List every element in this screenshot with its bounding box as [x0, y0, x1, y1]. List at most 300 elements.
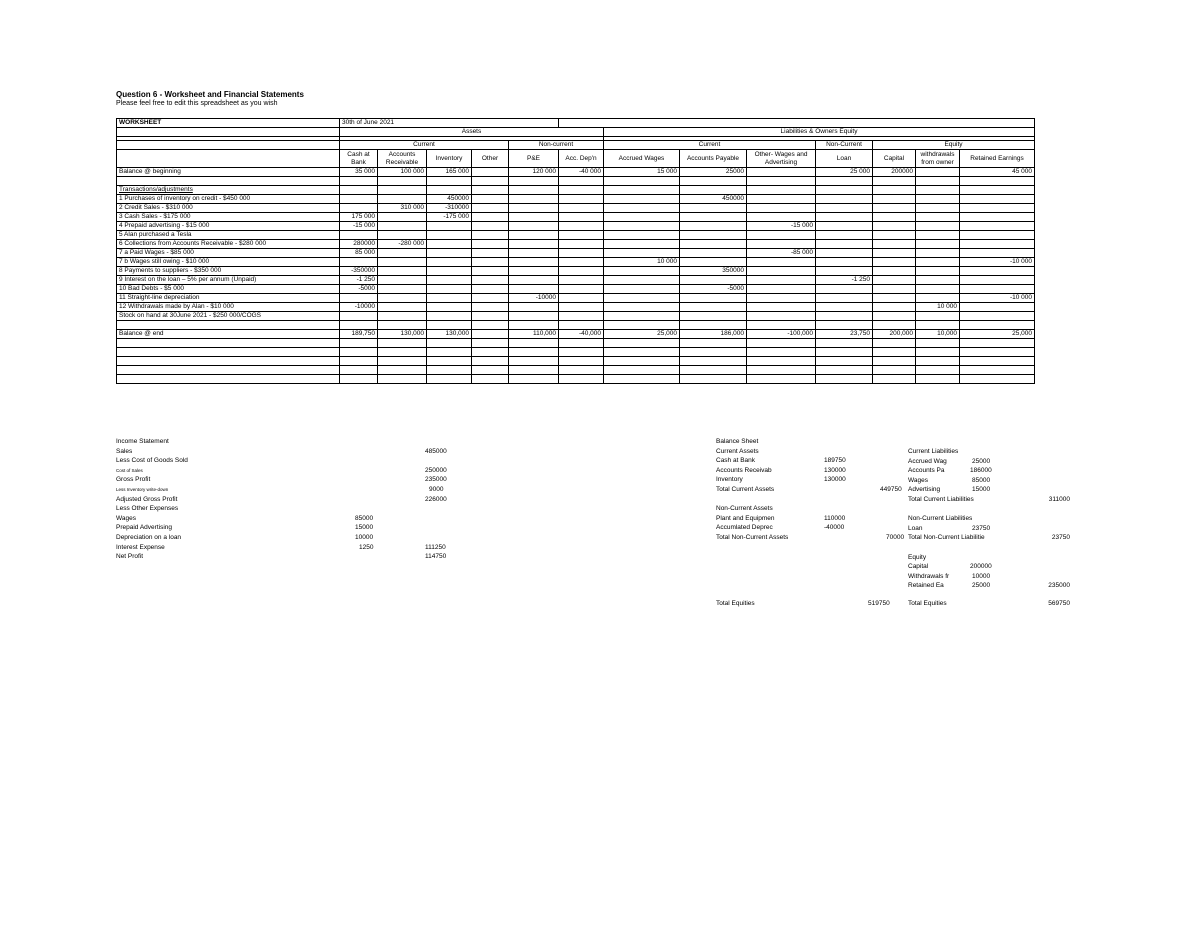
cell — [559, 195, 604, 204]
cell — [816, 258, 873, 267]
cell — [916, 204, 960, 213]
cell: -40 000 — [559, 168, 604, 177]
cell — [427, 357, 472, 366]
cell — [472, 321, 509, 330]
total-equities-label: Total Equities — [716, 600, 755, 607]
cell — [340, 348, 378, 357]
cell — [916, 285, 960, 294]
total-non-current-liab-value: 23750 — [1051, 534, 1070, 542]
cell — [916, 168, 960, 177]
cell — [604, 213, 680, 222]
cell — [747, 213, 816, 222]
cell — [509, 375, 559, 384]
cell — [960, 177, 1035, 186]
cell — [604, 204, 680, 213]
less-other-label: Less Other Expenses — [116, 505, 179, 513]
cell: -350000 — [340, 267, 378, 276]
cell: 350000 — [680, 267, 747, 276]
col-inventory: Inventory — [427, 150, 472, 168]
cell — [873, 258, 916, 267]
cell — [472, 222, 509, 231]
capital-label: Capital — [908, 563, 929, 571]
transaction-row — [117, 294, 1035, 303]
cell — [960, 348, 1035, 357]
cell — [472, 330, 509, 339]
total-current-liab-label: Total Current Liabilities — [908, 495, 974, 503]
blank-row — [117, 357, 1035, 366]
cell — [427, 240, 472, 249]
cell — [604, 375, 680, 384]
cell — [509, 267, 559, 276]
cell — [340, 204, 378, 213]
total-equities-value: 519750 — [868, 600, 890, 607]
cell: 165 000 — [427, 168, 472, 177]
cell — [916, 267, 960, 276]
cell — [816, 231, 873, 240]
cell — [680, 231, 747, 240]
cell — [960, 222, 1035, 231]
cell: 35 000 — [340, 168, 378, 177]
cogs-label: Cost of Sales — [116, 467, 143, 473]
cell — [472, 339, 509, 348]
cell — [747, 357, 816, 366]
cell: -175 000 — [427, 213, 472, 222]
row-label: Stock on hand at 30June 2021 - $250 000/COGS — [117, 312, 340, 321]
cell — [378, 276, 427, 285]
section-row — [117, 186, 1035, 195]
total-equities-value-2: 569750 — [1048, 600, 1070, 607]
cell — [873, 231, 916, 240]
cell — [427, 303, 472, 312]
shrink-value: 9000 — [429, 485, 444, 493]
gross-label: Gross Profit — [116, 476, 151, 484]
cell: 25,000 — [604, 330, 680, 339]
cell: 200,000 — [873, 330, 916, 339]
cell — [680, 204, 747, 213]
cell — [680, 375, 747, 384]
cell: 189,750 — [340, 330, 378, 339]
cell — [559, 258, 604, 267]
cell — [378, 321, 427, 330]
cell — [378, 177, 427, 186]
cell — [916, 195, 960, 204]
cell — [873, 177, 916, 186]
cell — [680, 177, 747, 186]
total-current-liab-value: 311000 — [1048, 495, 1070, 503]
inventory-label: Inventory — [716, 476, 743, 484]
cell — [378, 366, 427, 375]
cell — [427, 285, 472, 294]
cell — [559, 312, 604, 321]
cell — [960, 240, 1035, 249]
transaction-row — [117, 204, 1035, 213]
cell — [916, 366, 960, 375]
cell — [816, 339, 873, 348]
cell — [509, 321, 559, 330]
cell — [680, 357, 747, 366]
cell: -280 000 — [378, 240, 427, 249]
cell: -15 000 — [340, 222, 378, 231]
cell — [427, 375, 472, 384]
cell — [509, 195, 559, 204]
interest-value: 1250 — [359, 543, 374, 551]
cell — [509, 231, 559, 240]
cell — [747, 285, 816, 294]
balance-begin-row — [117, 168, 1035, 177]
cell — [604, 231, 680, 240]
advertising-value: 15000 — [355, 524, 374, 532]
income-title: Income Statement — [116, 438, 169, 445]
cell — [559, 294, 604, 303]
page-title: Question 6 - Worksheet and Financial Statements — [116, 90, 304, 99]
cell — [427, 177, 472, 186]
acc-dep-label: Accumlated Deprec — [716, 524, 773, 532]
row-label — [117, 348, 340, 357]
cell — [960, 195, 1035, 204]
total-non-current-assets-value: 70000 — [886, 533, 905, 541]
col-accounts-payable: Accounts Payable — [680, 150, 747, 168]
cell — [427, 348, 472, 357]
cell — [472, 366, 509, 375]
cell — [378, 231, 427, 240]
col-withdrawals: withdrawals from owner — [916, 150, 960, 168]
cell — [559, 285, 604, 294]
advertising-label: Prepaid Advertising — [116, 524, 173, 532]
cell: 25000 — [680, 168, 747, 177]
assets-header: Assets — [340, 128, 604, 137]
cell — [559, 213, 604, 222]
acc-dep-value: -40000 — [824, 524, 845, 532]
cell — [427, 321, 472, 330]
cell — [747, 375, 816, 384]
cell — [378, 222, 427, 231]
retained-value: 25000 — [972, 582, 991, 590]
cell: -5000 — [680, 285, 747, 294]
cell: 15 000 — [604, 168, 680, 177]
cell: -10 000 — [960, 258, 1035, 267]
cell — [604, 303, 680, 312]
row-label: 9 Interest on the loan – 5% per annum (Unpaid) — [117, 276, 340, 285]
cell — [816, 348, 873, 357]
cell — [960, 375, 1035, 384]
cell: -40,000 — [559, 330, 604, 339]
cell — [873, 204, 916, 213]
cell: 280000 — [340, 240, 378, 249]
non-current-liab-header: Non-Current — [816, 141, 873, 150]
cell — [816, 312, 873, 321]
cell — [509, 177, 559, 186]
shrink-label: Less Inventory write-down — [116, 486, 169, 492]
cell: 25 000 — [816, 168, 873, 177]
cell — [916, 375, 960, 384]
cell — [340, 258, 378, 267]
cell — [816, 285, 873, 294]
cell — [916, 357, 960, 366]
cell — [378, 348, 427, 357]
cell — [747, 240, 816, 249]
cell — [604, 294, 680, 303]
row-label — [117, 321, 340, 330]
cell — [559, 375, 604, 384]
cell — [509, 222, 559, 231]
total-expenses-value: 111250 — [425, 543, 446, 551]
row-label — [117, 366, 340, 375]
col-other-wages: Other- Wages and Advertising — [747, 150, 816, 168]
wages-liab-label: Wages — [908, 476, 928, 484]
cell — [378, 213, 427, 222]
cell: 120 000 — [509, 168, 559, 177]
cell — [378, 186, 427, 195]
cell — [378, 294, 427, 303]
cell — [472, 357, 509, 366]
cell — [472, 312, 509, 321]
cell — [340, 357, 378, 366]
cell — [747, 195, 816, 204]
cell — [873, 375, 916, 384]
cell — [747, 348, 816, 357]
cell — [680, 348, 747, 357]
cell — [747, 177, 816, 186]
col-accrued-wages: Accrued Wages — [604, 150, 680, 168]
transaction-row — [117, 222, 1035, 231]
transaction-row — [117, 285, 1035, 294]
cell — [873, 294, 916, 303]
cell — [604, 195, 680, 204]
cell — [916, 222, 960, 231]
cell — [747, 186, 816, 195]
cell: -85 000 — [747, 249, 816, 258]
blank-row — [117, 348, 1035, 357]
cell — [427, 267, 472, 276]
cell — [472, 276, 509, 285]
cell — [472, 375, 509, 384]
cell — [509, 240, 559, 249]
cell — [873, 240, 916, 249]
cell: 25,000 — [960, 330, 1035, 339]
cell: -5000 — [340, 285, 378, 294]
pe-value: 110000 — [824, 514, 846, 522]
cell — [680, 258, 747, 267]
cogs-value: 250000 — [425, 466, 447, 474]
cell — [427, 231, 472, 240]
cell — [378, 339, 427, 348]
cell — [509, 285, 559, 294]
cell: 130,000 — [378, 330, 427, 339]
cell — [340, 195, 378, 204]
gross-value: 235000 — [425, 476, 447, 484]
cell — [472, 168, 509, 177]
current-assets-label: Current Assets — [716, 447, 759, 455]
total-equity-value: 235000 — [1048, 582, 1070, 590]
row-label: 4 Prepaid advertising - $15 000 — [117, 222, 340, 231]
cell — [680, 240, 747, 249]
cell — [873, 339, 916, 348]
cell — [680, 312, 747, 321]
cell — [747, 366, 816, 375]
worksheet-label: WORKSHEET — [117, 119, 340, 128]
wages-value: 85000 — [355, 514, 374, 522]
cell — [680, 321, 747, 330]
worksheet-table — [116, 118, 1035, 384]
cell — [816, 195, 873, 204]
cell — [816, 186, 873, 195]
row-label — [117, 177, 340, 186]
cell — [960, 321, 1035, 330]
cell — [680, 303, 747, 312]
cell — [916, 312, 960, 321]
cell — [816, 366, 873, 375]
worksheet-date: 30th of June 2021 — [340, 119, 559, 128]
col-acc-dep: Acc. Dep'n — [559, 150, 604, 168]
cell — [680, 222, 747, 231]
cell — [378, 357, 427, 366]
cell — [873, 285, 916, 294]
cell — [873, 357, 916, 366]
balance-sheet-liabilities — [908, 447, 1070, 591]
sales-value: 485000 — [425, 447, 447, 455]
cell — [559, 366, 604, 375]
cell — [472, 213, 509, 222]
cell — [916, 240, 960, 249]
transaction-row — [117, 213, 1035, 222]
cell — [378, 195, 427, 204]
row-label: 7 b Wages still owing - $10 000 — [117, 258, 340, 267]
cell — [873, 249, 916, 258]
interest-label: Interest Expense — [116, 543, 165, 551]
cell — [604, 240, 680, 249]
capital-value: 200000 — [970, 563, 992, 571]
cell — [340, 321, 378, 330]
cell — [472, 348, 509, 357]
cell — [604, 357, 680, 366]
income-statement — [116, 437, 466, 562]
cell — [427, 186, 472, 195]
row-label: 12 Withdrawals made by Alan - $10 000 — [117, 303, 340, 312]
cell — [427, 366, 472, 375]
cell — [604, 186, 680, 195]
accrued-wages-value: 25000 — [972, 457, 991, 465]
cell — [340, 186, 378, 195]
transaction-row — [117, 303, 1035, 312]
cell — [509, 213, 559, 222]
cell — [559, 321, 604, 330]
cell — [960, 285, 1035, 294]
cell — [680, 213, 747, 222]
cell: -10000 — [340, 303, 378, 312]
row-label — [117, 357, 340, 366]
non-current-assets-header: Non-current — [509, 141, 604, 150]
depreciation-label: Depreciation on a loan — [116, 533, 182, 541]
cell — [559, 186, 604, 195]
cell — [873, 303, 916, 312]
cell — [916, 186, 960, 195]
cell — [472, 249, 509, 258]
cell — [378, 258, 427, 267]
cell — [559, 267, 604, 276]
cash-label: Cash at Bank — [716, 457, 756, 465]
cell — [816, 267, 873, 276]
row-label: 5 Alan purchased a Tesla — [117, 231, 340, 240]
cell — [873, 222, 916, 231]
transaction-row — [117, 258, 1035, 267]
total-current-assets-label: Total Current Assets — [716, 485, 775, 493]
row-label: 1 Purchases of inventory on credit - $450 000 — [117, 195, 340, 204]
cell — [427, 312, 472, 321]
cell — [604, 267, 680, 276]
cell: 200000 — [873, 168, 916, 177]
worksheet-blank — [559, 119, 1035, 128]
net-profit-label: Net Profit — [116, 553, 144, 561]
cell — [680, 294, 747, 303]
transaction-row — [117, 312, 1035, 321]
cell — [816, 321, 873, 330]
cell — [960, 204, 1035, 213]
row-label: Balance @ beginning — [117, 168, 340, 177]
cell: 450000 — [680, 195, 747, 204]
cell: 23,750 — [816, 330, 873, 339]
cell — [916, 258, 960, 267]
cell — [509, 348, 559, 357]
ar-value: 130000 — [824, 466, 846, 474]
cell — [559, 339, 604, 348]
cell — [747, 267, 816, 276]
blank-row — [117, 366, 1035, 375]
cell — [378, 312, 427, 321]
row-label: 7 a Paid Wages - $85 000 — [117, 249, 340, 258]
cell — [559, 303, 604, 312]
cell: -1 250 — [340, 276, 378, 285]
loan-label: Loan — [908, 524, 923, 532]
cell — [916, 276, 960, 285]
cell — [816, 213, 873, 222]
cell — [680, 249, 747, 258]
balance-sheet-assets — [716, 437, 916, 543]
cell: 130,000 — [427, 330, 472, 339]
adjusted-gross-label: Adjusted Gross Profit — [116, 495, 178, 503]
balance-end-row — [117, 330, 1035, 339]
cell — [873, 267, 916, 276]
cell: 450000 — [427, 195, 472, 204]
cell — [604, 222, 680, 231]
inventory-value: 130000 — [824, 476, 846, 484]
balance-title: Balance Sheet — [716, 438, 759, 445]
cell — [873, 213, 916, 222]
cell — [340, 294, 378, 303]
cell — [509, 276, 559, 285]
cell — [680, 186, 747, 195]
cell — [604, 276, 680, 285]
cell — [816, 294, 873, 303]
transaction-row — [117, 249, 1035, 258]
cell — [873, 366, 916, 375]
cell — [816, 375, 873, 384]
cell — [509, 303, 559, 312]
cell — [960, 267, 1035, 276]
cell — [472, 177, 509, 186]
page-subtitle: Please feel free to edit this spreadsheet as you wish — [116, 100, 278, 107]
cell — [960, 357, 1035, 366]
cell — [680, 366, 747, 375]
transaction-row — [117, 240, 1035, 249]
cell — [960, 231, 1035, 240]
cell — [873, 321, 916, 330]
current-assets-header: Current — [340, 141, 509, 150]
equity-header: Equity — [873, 141, 1035, 150]
cell — [873, 276, 916, 285]
cell — [427, 249, 472, 258]
sales-label: Sales — [116, 447, 133, 455]
cell — [960, 276, 1035, 285]
